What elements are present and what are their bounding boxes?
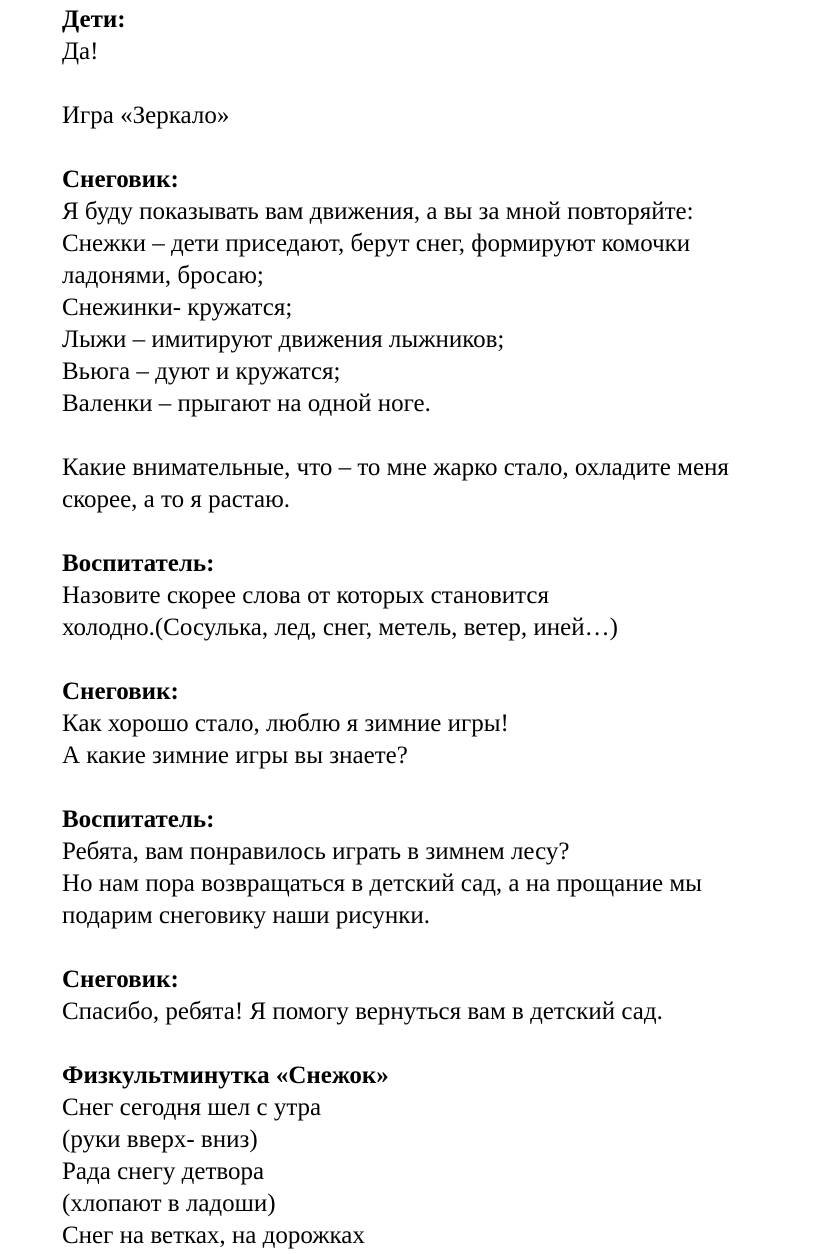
blank-line [62,68,812,100]
text-line: Снег на ветках, на дорожках [62,1222,365,1249]
paragraph-teacher-2 [62,804,812,932]
text-line: Назовите скорее слова от которых становится [62,582,549,609]
speaker-label: Воспитатель: [62,806,215,833]
text-line: Вьюга – дуют и кружатся; [62,358,341,385]
text-line: Лыжи – имитируют движения лыжников; [62,326,505,353]
speaker-label: Дети: [62,6,126,33]
text-line: Но нам пора возвращаться в детский сад, а на прощание мы [62,870,702,897]
paragraph-snowman-1 [62,164,812,420]
blank-line [62,644,812,676]
text-line: Рада снегу детвора [62,1158,265,1185]
speaker-label: Снеговик: [62,678,179,705]
text-line: Снег сегодня шел с утра [62,1094,322,1121]
text-line: скорее, а то я растаю. [62,486,291,513]
text-line: Да! [62,38,99,65]
text-line: (руки вверх- вниз) [62,1126,258,1153]
blank-line [62,132,812,164]
blank-line [62,1028,812,1060]
text-line: ладонями, бросаю; [62,262,264,289]
blank-line [62,516,812,548]
text-line: подарим снеговику наши рисунки. [62,902,431,929]
speaker-label: Воспитатель: [62,550,215,577]
text-line: Как хорошо стало, люблю я зимние игры! [62,710,509,737]
blank-line [62,772,812,804]
speaker-label: Снеговик: [62,166,179,193]
text-line: (хлопают в ладоши) [62,1190,276,1217]
paragraph-snowman-2 [62,676,812,772]
speaker-label: Снеговик: [62,966,179,993]
paragraph-snowman-3 [62,964,812,1028]
text-line: А какие зимние игры вы знаете? [62,742,408,769]
section-heading: Физкультминутка «Снежок» [62,1062,389,1089]
paragraph-attentive [62,452,812,516]
document-page [62,4,812,1252]
blank-line [62,932,812,964]
text-line: Игра «Зеркало» [62,102,230,129]
text-line: Какие внимательные, что – то мне жарко стало, охладите меня [62,454,729,481]
text-line: Валенки – прыгают на одной ноге. [62,390,431,417]
text-line: Ребята, вам понравилось играть в зимнем лесу? [62,838,570,865]
blank-line [62,420,812,452]
text-line: Спасибо, ребята! Я помогу вернуться вам в детский сад. [62,998,663,1025]
paragraph-exercise [62,1060,812,1252]
text-line: Снежки – дети приседают, берут снег, формируют комочки [62,230,691,257]
text-line: Снежинки- кружатся; [62,294,293,321]
paragraph-children [62,4,812,68]
text-line: холодно.(Сосулька, лед, снег, метель, ветер, иней…) [62,614,618,641]
text-line: Я буду показывать вам движения, а вы за мной повторяйте: [62,198,694,225]
paragraph-teacher-1 [62,548,812,644]
paragraph-game-title [62,100,812,132]
